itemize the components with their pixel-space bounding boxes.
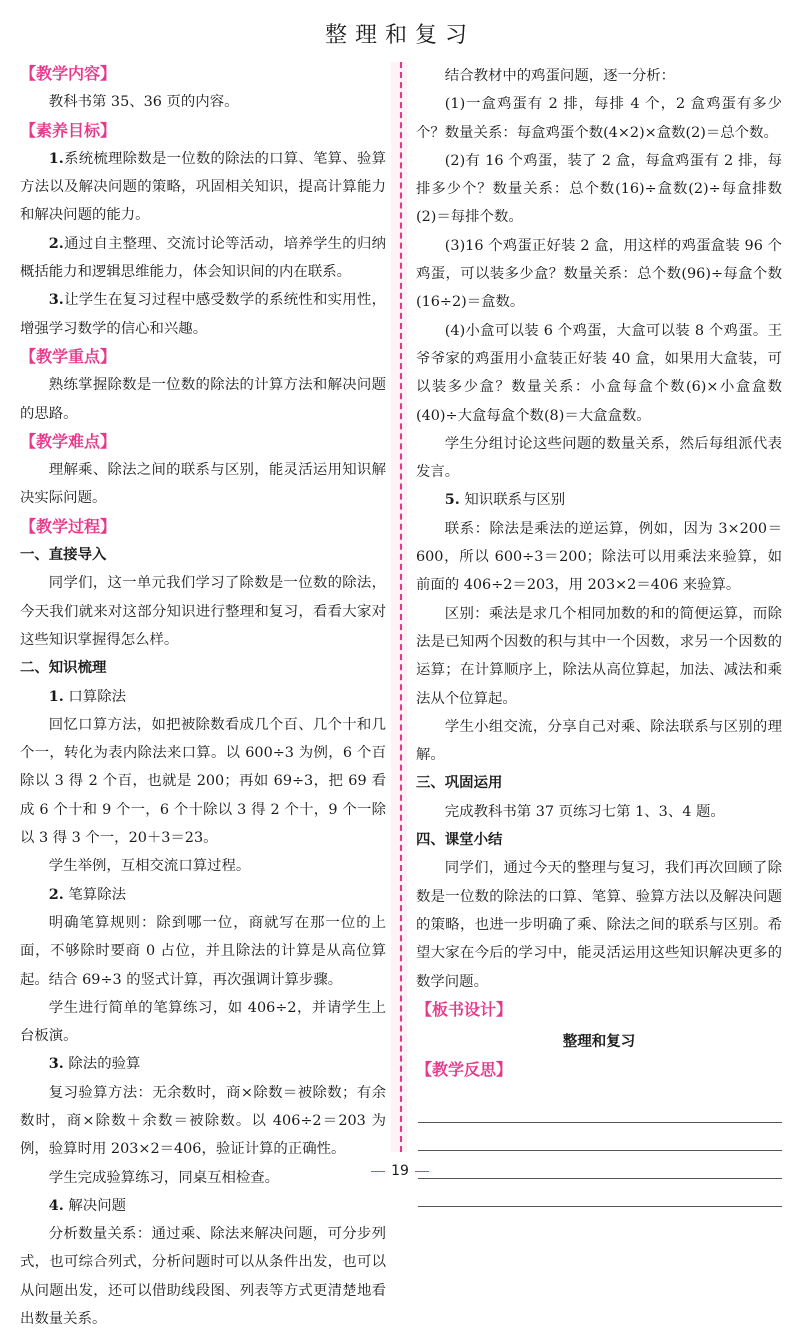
item1-p1: 回忆口算方法，如把被除数看成几个百、几个十和几个一，转化为表内除法来口算。以 600÷3 为例，6 个百除以 3 得 2 个百，也就是 200；再如 69÷3，把 69 看成 6 个十和 9 个一，6 个十除以 3 得 2 个十，9 个一除以 3 得 3 个一，20＋3＝23。 [20, 716, 386, 847]
left-column [20, 60, 386, 1333]
item2-p1: 明确笔算规则：除到哪一位，商就写在那一位的上面，不够除时要商 0 占位，并且除法的计算是从高位算起。结合 69÷3 的竖式计算，再次强调计算步骤。 [20, 914, 386, 988]
reflection-line [418, 1123, 782, 1151]
difficulty-text: 理解乘、除法之间的联系与区别，能灵活运用知识解决实际问题。 [20, 462, 386, 507]
section-head-reflection: 【教学反思】 [416, 1060, 513, 1080]
goal-num: 3. [48, 291, 64, 309]
part3-head: 三、巩固运用 [416, 775, 503, 792]
section-head-key: 【教学重点】 [20, 346, 117, 366]
goal-text: 让学生在复习过程中感受数学的系统性和实用性，增强学习数学的信心和兴趣。 [20, 292, 386, 337]
section-head-goals: 【素养目标】 [20, 120, 117, 140]
goal-text: 系统梳理除数是一位数的除法的口算、笔算、验算方法以及解决问题的策略，巩固相关知识，提高计算能力和解决问题的能力。 [20, 150, 386, 224]
item5-num: 5. [444, 491, 460, 509]
item1-p2: 学生举例，互相交流口算过程。 [48, 858, 251, 875]
reflection-line [418, 1095, 782, 1123]
item2-label: 笔算除法 [68, 886, 126, 903]
section-head-board: 【板书设计】 [416, 999, 513, 1019]
board-title: 整理和复习 [562, 1034, 636, 1051]
goal-num: 1. [48, 149, 64, 167]
part4-text: 同学们，通过今天的整理与复习，我们再次回顾了除数是一位数的除法的口算、笔算、验算方法以及解决问题的策略，也进一步明确了乘、除法之间的联系与区别。希望大家在今后的学习中，能灵活运用这些知识解决更多的数学问题。 [416, 860, 782, 990]
goal-item [20, 286, 386, 343]
item1-num: 1. [48, 687, 64, 705]
page-number-dash-right [415, 1171, 429, 1172]
item4-q1: (1)一盒鸡蛋有 2 排，每排 4 个，2 盒鸡蛋有多少个？数量关系：每盒鸡蛋个数(4×2)×盒数(2)＝总个数。 [416, 96, 782, 141]
goal-num: 2. [48, 234, 64, 252]
item4-num: 4. [48, 1196, 64, 1214]
section-head-difficulty: 【教学难点】 [20, 431, 117, 451]
page-number-value: 19 [391, 1163, 409, 1179]
key-text: 熟练掌握除数是一位数的除法的计算方法和解决问题的思路。 [20, 377, 386, 422]
item4-p2: 结合教材中的鸡蛋问题，逐一分析： [444, 68, 676, 84]
item4-q4: (4)小盒可以装 6 个鸡蛋，大盒可以装 8 个鸡蛋。王爷爷家的鸡蛋用小盒装正好装 40 盒，如果用大盒装，可以装多少盒？数量关系：小盒每盒个数(6)×小盒盒数(40)÷大盒每盒个数(8)＝大盒盒数。 [416, 322, 782, 424]
item5-p1: 联系：除法是乘法的逆运算，例如，因为 3×200＝600，所以 600÷3＝200；除法可以用乘法来验算，如前面的 406÷2＝203，用 203×2＝406 来验算。 [416, 520, 782, 594]
item3-p2: 学生完成验算练习，同桌互相检查。 [48, 1169, 280, 1186]
page-title: 整理和复习 [324, 23, 475, 48]
item1-label: 口算除法 [68, 688, 126, 705]
section-head-process: 【教学过程】 [20, 516, 117, 536]
goal-text: 通过自主整理、交流讨论等活动，培养学生的归纳概括能力和逻辑思维能力，体会知识间的内在联系。 [20, 235, 386, 281]
column-divider [400, 62, 402, 1152]
goal-item [20, 230, 386, 287]
item5-label: 知识联系与区别 [464, 492, 566, 509]
column-divider-band [391, 62, 407, 1152]
content-text: 教科书第 35、36 页的内容。 [48, 94, 239, 111]
item3-label: 除法的验算 [68, 1056, 141, 1073]
item3-num: 3. [48, 1055, 64, 1073]
item4-p1: 分析数量关系：通过乘、除法来解决问题，可分步列式，也可综合列式，分析问题时可以从条件出发，也可以从问题出发，还可以借助线段图、列表等方式更清楚地看出数量关系。 [20, 1226, 386, 1328]
right-column [416, 62, 782, 1207]
item2-num: 2. [48, 885, 64, 903]
part3-text: 完成教科书第 37 页练习七第 1、3、4 题。 [444, 803, 725, 820]
item4-p3: 学生分组讨论这些问题的数量关系，然后每组派代表发言。 [416, 435, 782, 481]
item5-p2: 区别：乘法是求几个相同加数的和的简便运算，而除法是已知两个因数的积与其中一个因数，求另一个因数的运算；在计算顺序上，除法从高位算起，加法、减法和乘法从个位算起。 [416, 605, 782, 707]
part4-head: 四、课堂小结 [416, 832, 503, 849]
item5-p3: 学生小组交流，分享自己对乘、除法联系与区别的理解。 [416, 718, 782, 764]
page-number [0, 1163, 800, 1179]
section-head-content: 【教学内容】 [20, 64, 117, 83]
item3-title [20, 1050, 386, 1078]
goal-item [20, 145, 386, 230]
reflection-lines [416, 1095, 782, 1207]
part2-head: 二、知识梳理 [20, 660, 107, 677]
part1-text: 同学们，这一单元我们学习了除数是一位数的除法，今天我们就来对这部分知识进行整理和复习，看看大家对这些知识掌握得怎么样。 [20, 575, 386, 648]
item5-title [416, 486, 782, 514]
item4-q3: (3)16 个鸡蛋正好装 2 盒，用这样的鸡蛋盒装 96 个鸡蛋，可以装多少盒？数量关系：总个数(96)÷每盒个数(16÷2)＝盒数。 [416, 237, 782, 311]
item2-p2: 学生进行简单的笔算练习，如 406÷2，并请学生上台板演。 [20, 999, 386, 1045]
item1-title [20, 683, 386, 711]
item4-label: 解决问题 [68, 1197, 126, 1214]
item4-q2: (2)有 16 个鸡蛋，装了 2 盒，每盒鸡蛋有 2 排，每排多少个？数量关系：总个数(16)÷盒数(2)÷每盒排数(2)＝每排个数。 [416, 152, 782, 226]
item4-title [20, 1192, 386, 1220]
item2-title [20, 881, 386, 909]
page-number-dash-left [371, 1171, 385, 1172]
item3-p1: 复习验算方法：无余数时，商×除数＝被除数；有余数时，商×除数＋余数＝被除数。以 406÷2＝203 为例，验算时用 203×2＝406，验证计算的正确性。 [20, 1084, 386, 1158]
part1-head: 一、直接导入 [20, 547, 107, 564]
